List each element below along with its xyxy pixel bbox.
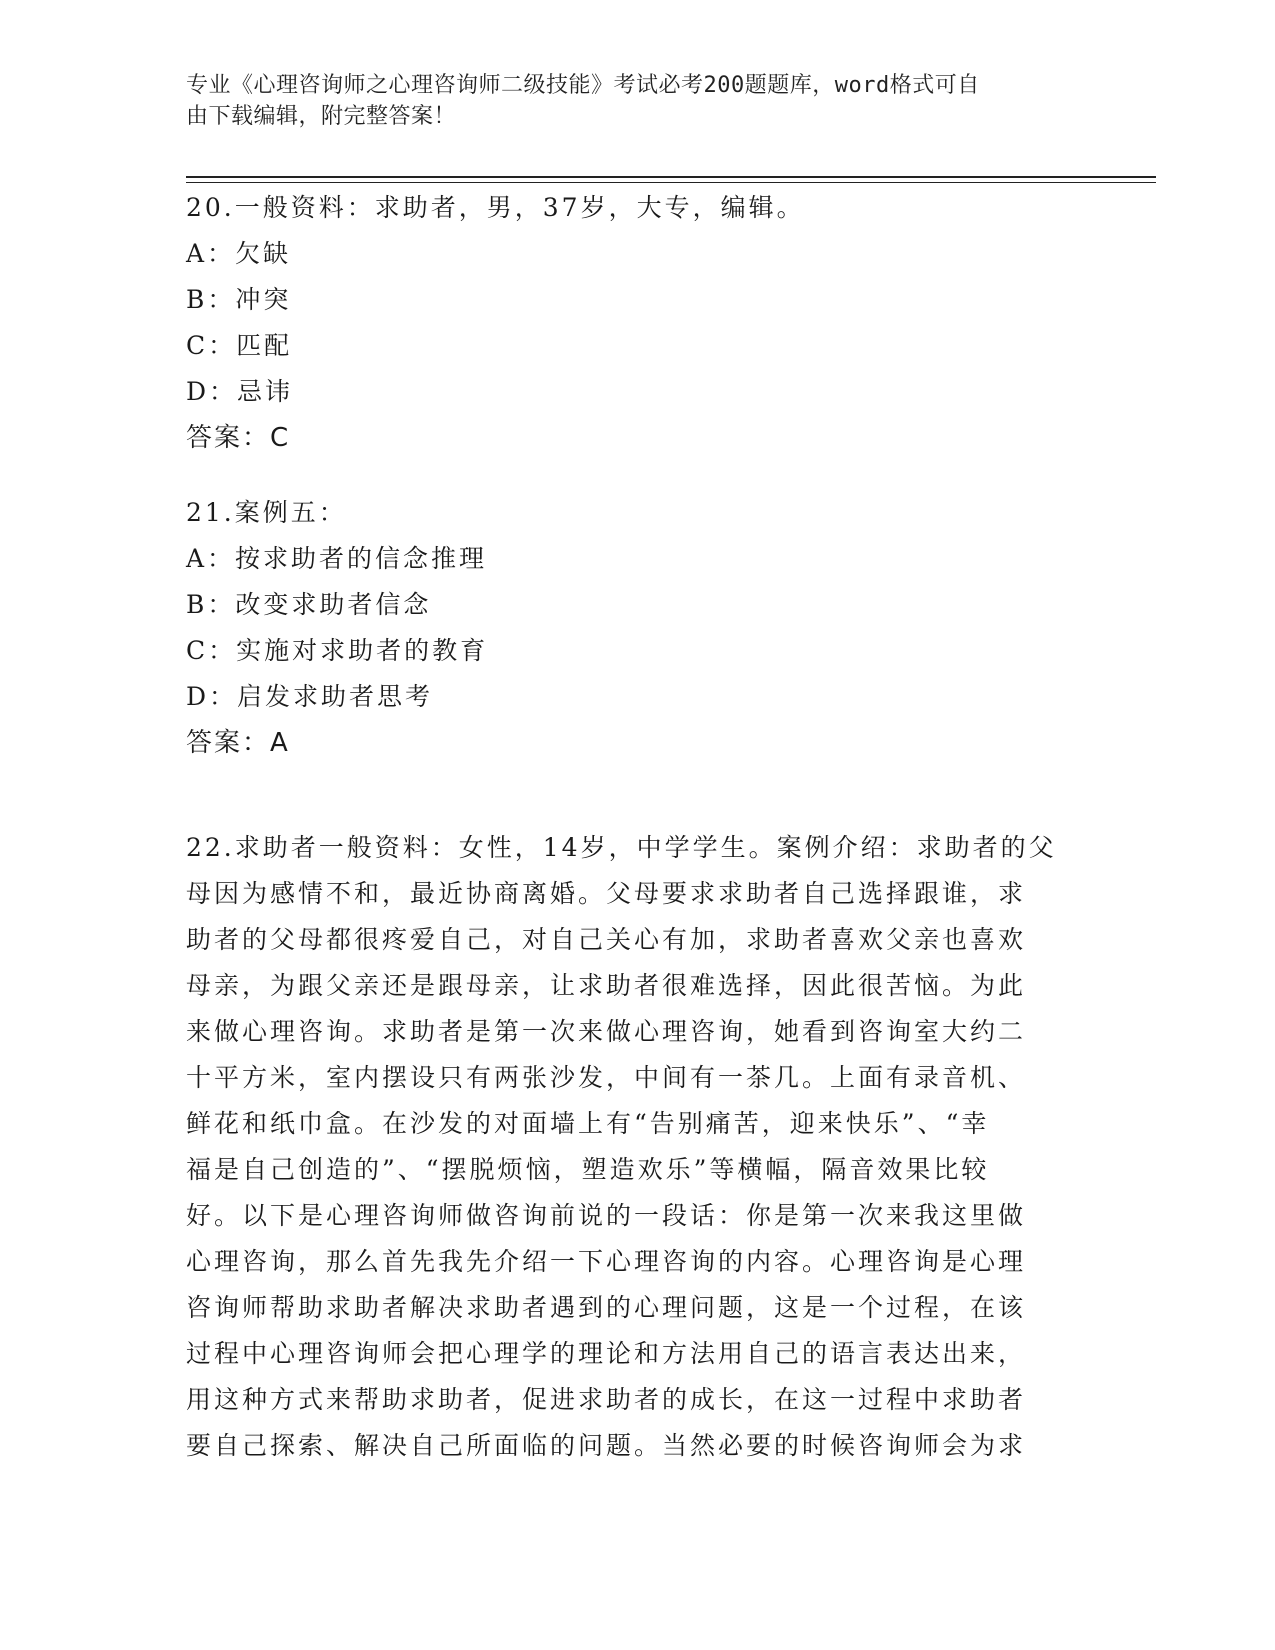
- paragraph-line: 用这种方式来帮助求助者，促进求助者的成长，在这一过程中求助者: [186, 1385, 1027, 1414]
- option-c: C：匹配: [186, 331, 293, 360]
- option-d: D：忌讳: [186, 377, 294, 406]
- document-header: [186, 70, 1066, 132]
- answer-label: 答案：A: [186, 728, 290, 758]
- paragraph-line: 要自己探索、解决自己所面临的问题。当然必要的时候咨询师会为求: [186, 1431, 1027, 1460]
- paragraph-line: 过程中心理咨询师会把心理学的理论和方法用自己的语言表达出来，: [186, 1339, 1027, 1368]
- paragraph-line: 助者的父母都很疼爱自己，对自己关心有加，求助者喜欢父亲也喜欢: [186, 925, 1027, 954]
- paragraph-line: 好。以下是心理咨询师做咨询前说的一段话：你是第一次来我这里做: [186, 1201, 1027, 1230]
- paragraph-line: 心理咨询，那么首先我先介绍一下心理咨询的内容。心理咨询是心理: [186, 1247, 1027, 1276]
- answer-label: 答案：C: [186, 423, 291, 453]
- paragraph-line: 22.求助者一般资料：女性，14岁，中学学生。案例介绍：求助者的父: [186, 833, 1057, 862]
- option-a: A：按求助者的信念推理: [186, 544, 488, 573]
- option-d: D：启发求助者思考: [186, 682, 434, 711]
- question-21: [186, 490, 1066, 766]
- paragraph-line: 母亲，为跟父亲还是跟母亲，让求助者很难选择，因此很苦恼。为此: [186, 971, 1027, 1000]
- option-b: B：改变求助者信念: [186, 590, 432, 619]
- option-a: A：欠缺: [186, 239, 292, 268]
- paragraph-line: 鲜花和纸巾盒。在沙发的对面墙上有“告别痛苦，迎来快乐”、“幸: [186, 1109, 990, 1138]
- question-stem: 21.案例五：: [186, 498, 347, 527]
- header-line-2: 由下载编辑，附完整答案！: [186, 104, 457, 129]
- question-20: [186, 185, 1066, 461]
- option-c: C：实施对求助者的教育: [186, 636, 489, 665]
- header-divider-thin: [186, 182, 1156, 183]
- paragraph-line: 来做心理咨询。求助者是第一次来做心理咨询，她看到咨询室大约二: [186, 1017, 1027, 1046]
- header-line-1: 专业《心理咨询师之心理咨询师二级技能》考试必考200题题库，word格式可自: [186, 73, 980, 98]
- paragraph-line: 十平方米，室内摆设只有两张沙发，中间有一茶几。上面有录音机、: [186, 1063, 1027, 1092]
- option-b: B：冲突: [186, 285, 292, 314]
- question-22: [186, 825, 1066, 1469]
- header-divider-thick: [186, 176, 1156, 178]
- paragraph-line: 福是自己创造的”、“摆脱烦恼，塑造欢乐”等横幅，隔音效果比较: [186, 1155, 990, 1184]
- paragraph-line: 母因为感情不和，最近协商离婚。父母要求求助者自己选择跟谁，求: [186, 879, 1027, 908]
- paragraph-line: 咨询师帮助求助者解决求助者遇到的心理问题，这是一个过程，在该: [186, 1293, 1027, 1322]
- question-stem: 20.一般资料：求助者，男，37岁，大专，编辑。: [186, 193, 805, 222]
